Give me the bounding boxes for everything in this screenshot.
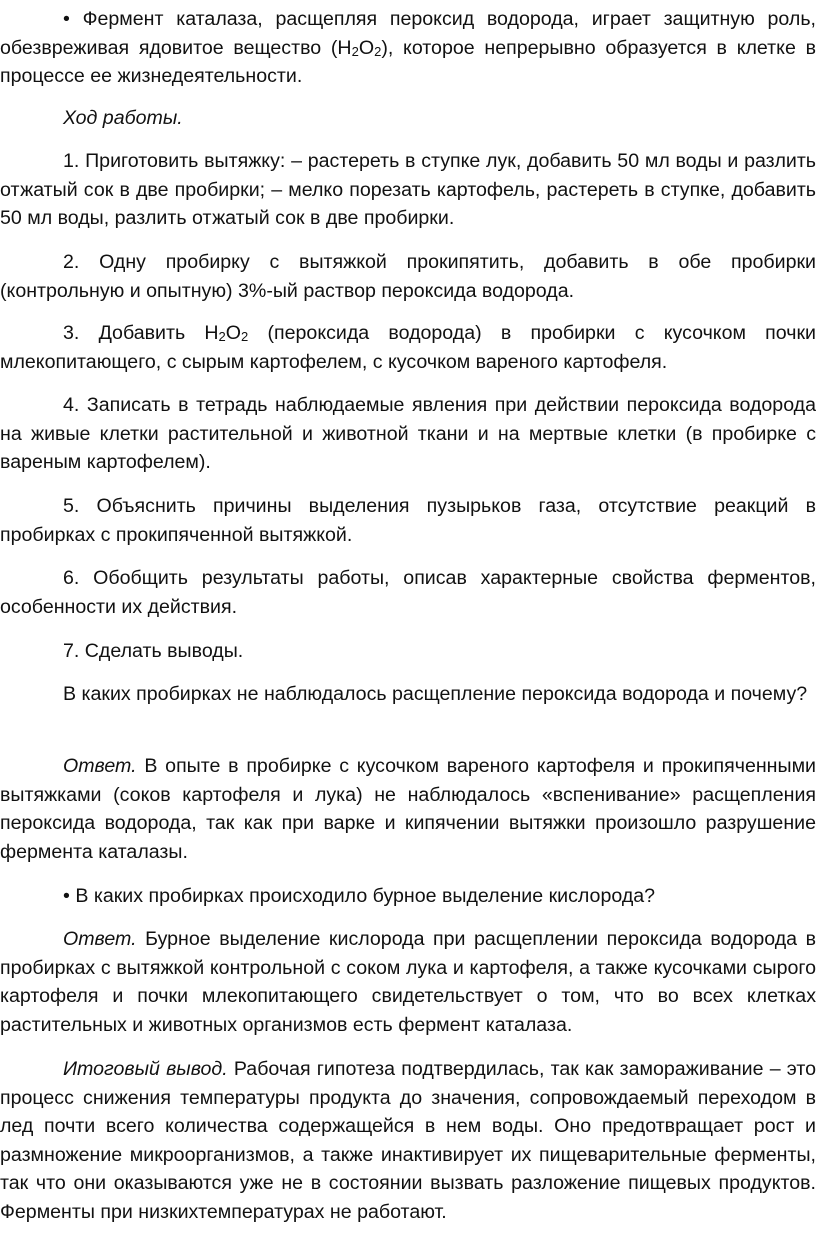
final-conclusion <box>0 1055 816 1226</box>
paragraph-text: O <box>358 36 375 59</box>
section-heading-procedure: Ход работы. <box>63 107 183 129</box>
paragraph-text: Рабочая гипотеза подтвердилась, так как замораживание – это процесс снижения температуры продукта до значения, сопровождаемый переходом в лед почти всего количества содержащейся в нем воды. Оно предотвращает рост и размножение микроорганизмов, а также инактивирует их пищеварительные ферменты, так что они оказываются уже не в состоянии вызвать разложение пищевых продуктов. Ферменты при низкихтемпературах не работают. <box>0 1058 816 1223</box>
paragraph-text: ), которое непрерывно образуется в клетке в процессе ее жизнедеятельности. <box>0 36 816 87</box>
subscript: 2 <box>374 43 382 59</box>
bullet-icon: • <box>63 8 70 30</box>
bullet-icon: • <box>63 885 70 907</box>
step-5: 5. Объяснить причины выделения пузырьков газа, отсутствие реакций в пробирках с прокипяченной вытяжкой. <box>0 495 816 546</box>
paragraph-text: (пероксида водорода) в пробирки с кусочком почки млекопитающего, с сырым картофелем, с кусочком вареного картофеля. <box>0 322 816 373</box>
step-1: 1. Приготовить вытяжку: – растереть в ступке лук, добавить 50 мл воды и разлить отжатый сок в две пробирки; – мелко порезать картофель, растереть в ступке, добавить 50 мл воды, разлить отжатый сок в две пробирки. <box>0 150 816 229</box>
paragraph-catalase-role <box>0 5 816 91</box>
answer-1 <box>0 752 816 866</box>
paragraph-text: В опыте в пробирке с кусочком вареного картофеля и прокипяченными вытяжками (соков картофеля и лука) не наблюдалось «вспенивание» расщепления пероксида водорода, так как при варке и кипячении вытяжки произошло разрушение фермента каталазы. <box>0 755 816 863</box>
step-6: 6. Обобщить результаты работы, описав характерные свойства ферментов, особенности их действия. <box>0 567 816 618</box>
step-3 <box>0 319 816 376</box>
paragraph-text: Фермент каталаза, расщепляя пероксид водорода, играет защитную роль, обезвреживая ядовитое вещество (H <box>0 8 816 59</box>
conclusion-label: Итоговый вывод. <box>63 1058 228 1080</box>
answer-label: Ответ. <box>63 755 137 777</box>
paragraph-text: В каких пробирках происходило бурное выделение кислорода? <box>69 885 656 907</box>
step-7: 7. Сделать выводы. <box>63 640 244 662</box>
subscript: 2 <box>241 329 249 344</box>
subscript: 2 <box>218 329 226 344</box>
answer-2 <box>0 925 816 1039</box>
paragraph-text: Бурное выделение кислорода при расщеплении пероксида водорода в пробирках с вытяжкой контрольной с соком лука и картофеля, а также кусочками сырого картофеля и почки млекопитающего свидетельствует о том, что во всех клетках растительных и животных организмов есть фермент каталаза. <box>0 928 816 1036</box>
subscript: 2 <box>351 43 359 59</box>
paragraph-text: 3. Добавить H <box>63 322 219 344</box>
question-1: В каких пробирках не наблюдалось расщепление пероксида водорода и почему? <box>63 683 808 705</box>
paragraph-text: O <box>225 322 242 344</box>
step-4: 4. Записать в тетрадь наблюдаемые явления при действии пероксида водорода на живые клетки растительной и животной ткани и на мертвые клетки (в пробирке с вареным картофелем). <box>0 394 816 473</box>
question-2 <box>0 882 816 911</box>
step-2: 2. Одну пробирку с вытяжкой прокипятить, добавить в обе пробирки (контрольную и опытную) 3%-ый раствор пероксида водорода. <box>0 251 816 302</box>
answer-label: Ответ. <box>63 928 137 950</box>
